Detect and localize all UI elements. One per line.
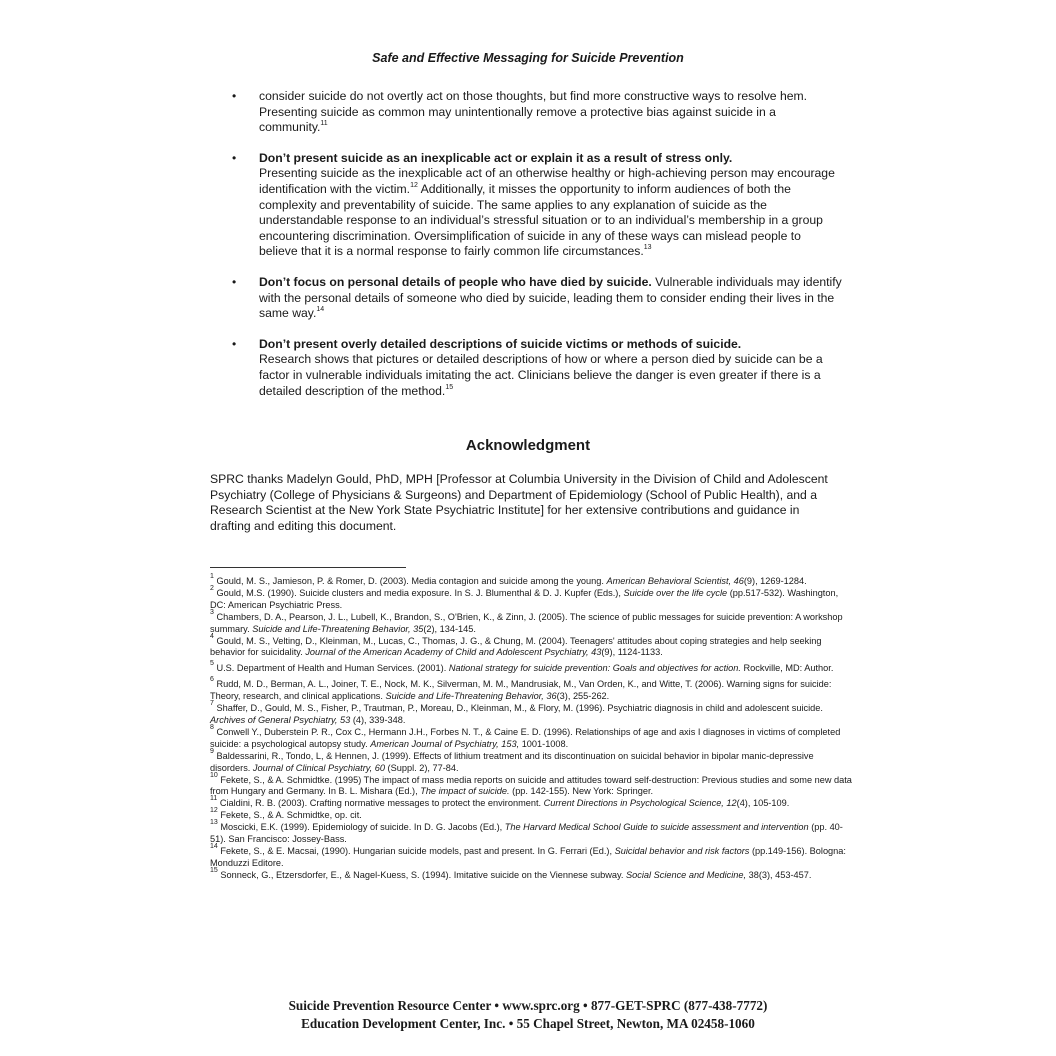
footnote-text: Gould, M. S., Jamieson, P. & Romer, D. (2003). Media contagion and suicide among the young. [216,576,607,586]
footnote-text: U.S. Department of Health and Human Services. (2001). [216,663,449,674]
footnote-source: Suicide over the life cycle [623,587,728,598]
footnote [210,660,855,675]
footnote-ref[interactable]: 14 [316,306,325,314]
footnote-list [210,573,855,882]
footnote-text: Baldessarini, R., Tondo, L, & Hennen, J. (1999). Effects of lithium treatment and its discontinuation on suicidal behavior in bipolar manic-depressive disorders. [210,750,814,773]
footnote-source: Suicide and Life-Threatening Behavior, 36 [385,691,557,702]
bullet-icon: • [232,89,237,103]
footer-line-address: Education Development Center, Inc. • 55 Chapel Street, Newton, MA 02458-1060 [301,1016,755,1031]
footnote-source: Journal of the American Academy of Child and Adolescent Psychiatry, 43 [305,647,602,658]
bullet-text: consider suicide do not overtly act on those thoughts, but find more constructive ways to resolve hem. Presenting suicide as common may unintentionally remove a protective bias against suicide in a community. [259,89,808,135]
footnote-source: The Harvard Medical School Guide to suicide assessment and intervention [504,822,809,833]
footnote-divider [210,567,406,568]
footnote-source: Archives of General Psychiatry, 53 [210,714,351,725]
bullet-item [232,89,842,136]
footnote-ref[interactable]: 11 [320,120,328,128]
footnote-text: Cialdini, R. B. (2003). Crafting normative messages to protect the environment. [219,798,544,809]
footnote [210,819,855,846]
footnote-text: Gould, M.S. (1990). Suicide clusters and media exposure. In S. J. Blumenthal & D. J. Kupfer (Eds.), [216,587,624,598]
bullet-item [232,275,842,322]
footnote-ref[interactable]: 12 [410,181,418,189]
footnote-number: 2 [210,584,214,592]
bullet-item [232,337,842,399]
footnote-number: 11 [210,795,218,803]
bullet-icon: • [232,150,237,165]
bullet-icon: • [232,336,237,351]
acknowledgment-body: SPRC thanks Madelyn Gould, PhD, MPH [Professor at Columbia University in the Division of Child and Adolescent Psychiatry (College of Physicians & Surgeons) and Department of Epidemiology (School of Public Health), and a Research Scientist at the New York State Psychiatric Institute] for her extensive contributions and guidance in drafting and editing this document. [210,472,828,533]
running-header-title: Safe and Effective Messaging for Suicide Prevention [372,51,684,65]
footnote-number: 13 [210,819,218,827]
footnote [210,584,855,612]
footnote-text: (pp. 142-155). New York: Springer. [509,786,654,797]
footnote-source: The impact of suicide. [420,786,510,797]
footnote-source: Social Science and Medicine, [626,869,747,880]
footnote-number: 4 [210,632,214,640]
footnote-text: (pp.517-532). Washington, DC: American Psychiatric Press. [210,587,839,610]
footnote-text: (2), 134-145. [423,623,476,634]
footnote-text: (Suppl. 2), 77-84. [385,762,459,773]
footnote-text: (pp.149-156). Bologna: Monduzzi Editore. [210,845,846,868]
footnote [210,771,855,799]
footnote [210,842,855,870]
footnote-number: 6 [210,676,214,684]
footnote-text: Conwell Y., Duberstein P. R., Cox C., Hermann J.H., Forbes N. T., & Caine E. D. (1996). Relationships of age and axis I diagnoses in victims of completed suicide: a psychological autopsy study. [210,726,841,749]
footnote-text: Rudd, M. D., Berman, A. L., Joiner, T. E., Nock, M. K., Silverman, M. M., Mandrusiak, M., Van Orden, K., and Witte, T. (2006). Warning signs for suicide: Theory, research, and clinical applications. [210,679,832,702]
footnote-text: (4), 339-348. [350,714,406,725]
footnote-source: American Journal of Psychiatry, 153, [370,738,520,749]
footnote-text: (9), 1124-1133. [601,647,663,658]
footnote-text: Moscicki, E.K. (1999). Epidemiology of suicide. In D. G. Jacobs (Ed.), [220,822,505,833]
footnote [210,573,855,588]
bullet-text: Vulnerable individuals may identify with the personal details of someone who died by suicide, leading them to consider ending their lives in the same way. [259,274,842,321]
footnote-text: (pp. 40-51). San Francisco: Jossey-Bass. [210,822,843,845]
footnote-number: 14 [210,842,218,850]
footnote-number: 1 [210,573,214,580]
bullet-heading: Don’t focus on personal details of people who have died by suicide. [259,274,652,289]
footnote-ref[interactable]: 13 [643,244,652,252]
bullet-item [232,151,842,260]
footnote-number: 12 [210,807,218,815]
bullet-heading: Don’t present overly detailed descriptions of suicide victims or methods of suicide. [259,336,742,351]
footnote [210,747,855,775]
footnote-text: Sonneck, G., Etzersdorfer, E., & Nagel-Kuess, S. (1994). Imitative suicide on the Viennese subway. [220,869,627,880]
footnote [210,632,855,660]
footnote-number: 10 [210,771,218,779]
footnote-text: (9), 1269-1284. [743,576,807,586]
bullet-icon: • [232,274,237,289]
footnote-text: (3), 255-262. [556,691,610,702]
page-footer [0,997,1056,1033]
footnote-text: Fekete, S., & A. Schmidtke, op. cit. [220,810,362,821]
acknowledgment-heading: Acknowledgment [465,437,591,454]
footnote [210,866,855,882]
footnote-text: 1001-1008. [519,738,569,749]
footnote-text: 38(3), 453-457. [746,869,812,880]
footnote-source: American Behavioral Scientist, 46 [606,576,744,586]
footnote [210,676,855,703]
footnote-number: 3 [210,608,214,616]
footnote-number: 8 [210,723,214,731]
footnote-number: 15 [210,866,218,874]
footnote [210,795,855,810]
footnote-source: Journal of Clinical Psychiatry, 60 [252,762,385,773]
footnote-text: (4), 105-109. [736,798,790,809]
footer-line-organization: Suicide Prevention Resource Center • www.sprc.org • 877-GET-SPRC (877-438-7772) [288,998,768,1013]
bullet-heading: Don’t present suicide as an inexplicable act or explain it as a result of stress only. [259,150,733,165]
footnote-text: Chambers, D. A., Pearson, J. L., Lubell, K., Brandon, S., O'Brien, K., & Zinn, J. (2005). The science of public messages for suicide prevention: A workshop summary. [210,611,843,634]
footnote-text: Fekete, S., & E. Macsai, (1990). Hungarian suicide models, past and present. In G. Ferrari (Ed.), [220,845,615,856]
footnote-source: National strategy for suicide prevention: Goals and objectives for action. [448,663,741,674]
footnote-text: Fekete, S., & A. Schmidtke. (1995) The impact of mass media reports on suicide and attitudes toward self-destruction: Previous studies and some new data from Hungary and Germany. In B. L. Mishara (Ed.), [210,774,852,797]
bullet-text: Research shows that pictures or detailed descriptions of how or where a person died by suicide can be a factor in vulnerable individuals imitating the act. Clinicians believe the danger is even greater if there is a detailed description of the method. [259,352,823,398]
footnote-text: Shaffer, D., Gould, M. S., Fisher, P., Trautman, P., Moreau, D., Kleinman, M., & Flory, M. (1996). Psychiatric diagnosis in child and adolescent suicide. [216,703,823,714]
footnote-number: 5 [210,660,214,668]
footnote [210,700,855,727]
bullet-text: Presenting suicide as the inexplicable act of an otherwise healthy or high-achieving person may encourage identification with the victim. [259,166,835,196]
footnote [210,807,855,822]
footnote-source: Current Directions in Psychological Science, 12 [543,798,737,809]
footnote-text: Rockville, MD: Author. [740,663,834,674]
bullet-list [232,89,842,414]
footnote-source: Suicidal behavior and risk factors [614,845,750,856]
footnote-text: Gould, M. S., Velting, D., Kleinman, M., Lucas, C., Thomas, J. G., & Chung, M. (2004). Teenagers' attitudes about coping strategies and help seeking behavior for suicidality. [210,635,822,658]
footnote-source: Suicide and Life-Threatening Behavior, 35 [252,623,424,634]
bullet-text: Additionally, it misses the opportunity to inform audiences of both the complexity and preventability of suicide. The same applies to any explanation of suicide as the understandable response to an individual’s stressful situation or to an individual’s membership in a group encountering discrimination. Oversimplification of suicide in any of these ways can mislead people to believe that it is a normal response to fairly common life circumstances. [259,181,823,259]
footnote-ref[interactable]: 15 [445,383,454,391]
footnote-number: 7 [210,700,214,708]
footnote-number: 9 [210,747,214,755]
footnote [210,608,855,636]
footnote [210,723,855,751]
